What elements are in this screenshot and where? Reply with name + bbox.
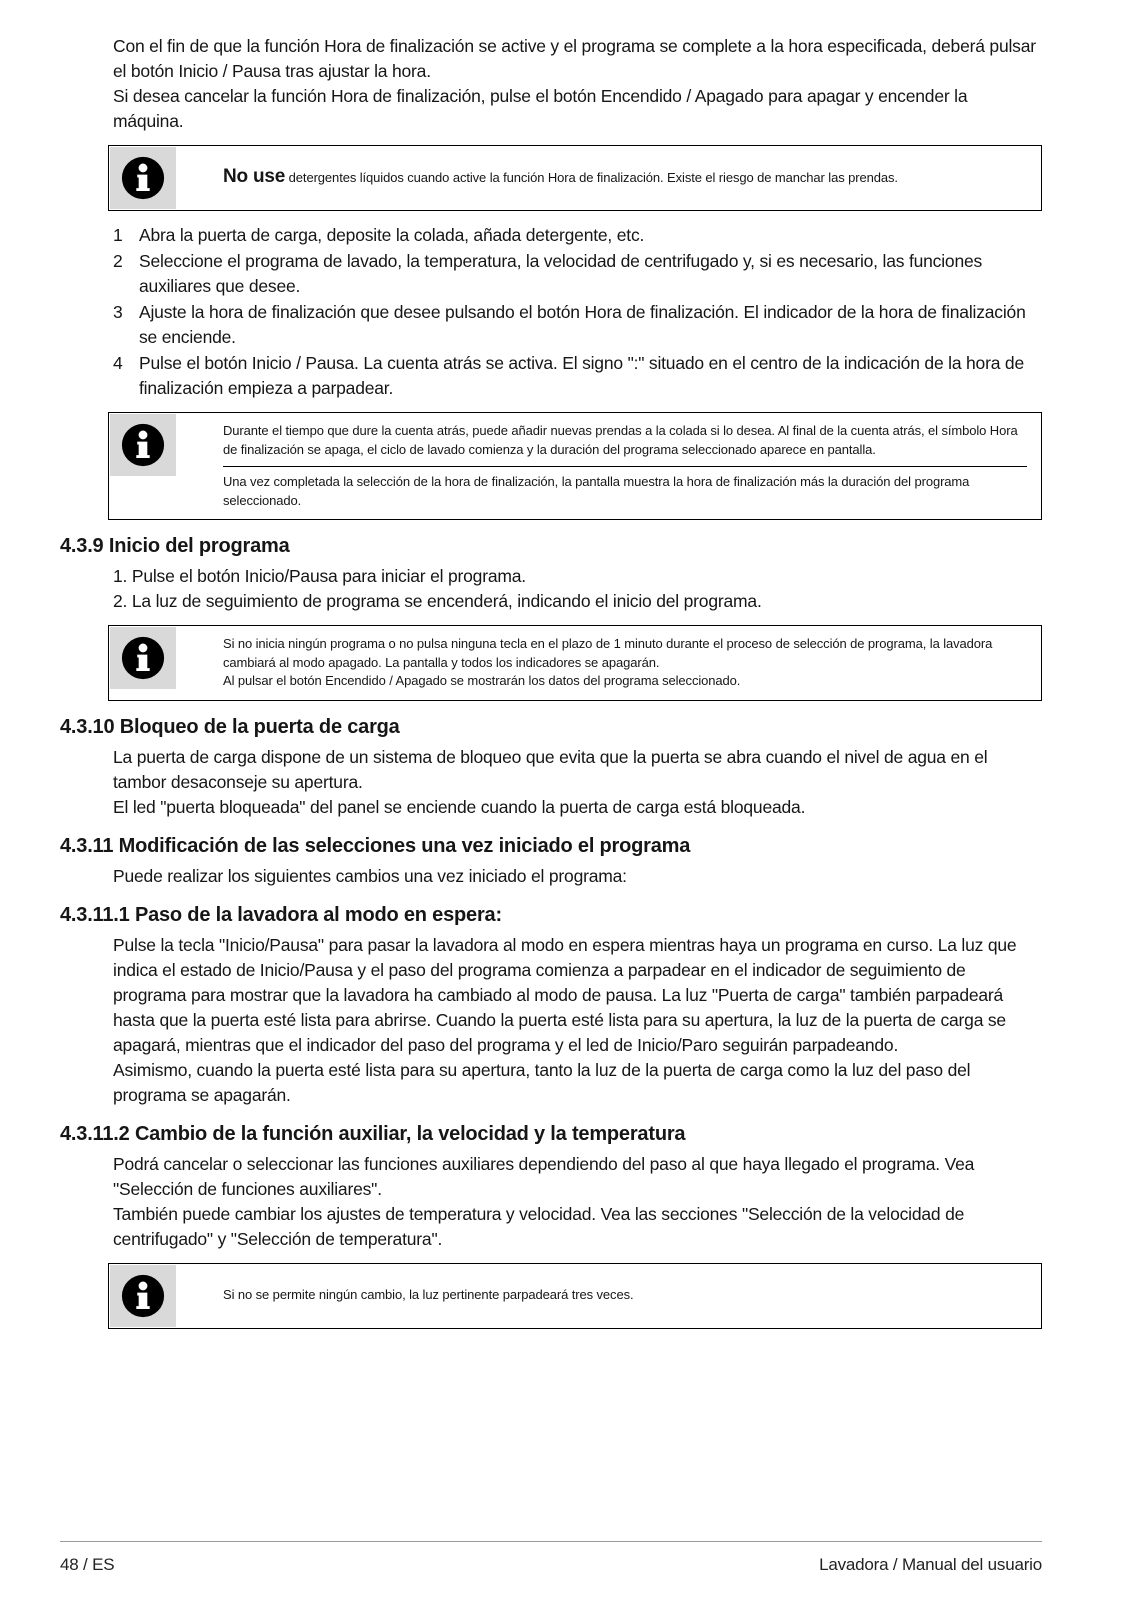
page-content — [60, 34, 1042, 1341]
numbered-steps — [113, 223, 1042, 401]
info-icon — [110, 414, 176, 476]
step-number: 3 — [113, 302, 123, 322]
note-icon-cell — [109, 413, 189, 519]
note-icon-cell — [109, 626, 189, 700]
intro-paragraph-2: Si desea cancelar la función Hora de finalización, pulse el botón Encendido / Apagado para apagar y encender la máquina. — [113, 86, 968, 131]
step-text: Pulse el botón Inicio / Pausa. La cuenta atrás se activa. El signo ":" situado en el centro de la indicación de la hora de finalización empieza a parpadear. — [139, 353, 1024, 398]
step-item — [113, 300, 1042, 350]
section-title-4-3-11-2: 4.3.11.2 Cambio de la función auxiliar, la velocidad y la temperatura — [60, 1122, 686, 1145]
note-paragraph: Si no inicia ningún programa o no pulsa ninguna tecla en el plazo de 1 minuto durante el proceso de selección de programa, la lavadora cambiará al modo apagado. La pantalla y todos los indicadores se apagarán. — [223, 636, 993, 670]
info-icon-glyph — [120, 422, 166, 468]
page-footer — [60, 1541, 1042, 1575]
note-box-timeout — [108, 625, 1042, 701]
note-paragraph — [223, 168, 1027, 188]
note-icon-cell — [109, 146, 189, 210]
step-number: 4 — [113, 353, 123, 373]
step-item — [113, 249, 1042, 299]
note-text-area — [189, 626, 1041, 700]
step-number: 2 — [113, 251, 123, 271]
list-item: 1. Pulse el botón Inicio/Pausa para iniciar el programa. — [113, 566, 526, 586]
note-paragraph: Durante el tiempo que dure la cuenta atrás, puede añadir nuevas prendas a la colada si lo desea. Al final de la cuenta atrás, el símbolo Hora de finalización se apaga, el ciclo de lavado comienza y la duración del programa seleccionado aparece en pantalla. — [223, 423, 1018, 457]
intro-paragraph-1: Con el fin de que la función Hora de finalización se active y el programa se complete a la hora especificada, deberá pulsar el botón Inicio / Pausa tras ajustar la hora. — [113, 36, 1036, 81]
note-box-no-change — [108, 1263, 1042, 1329]
note-paragraph: Si no se permite ningún cambio, la luz pertinente parpadeará tres veces. — [223, 1287, 634, 1303]
note-text-area — [189, 1264, 1041, 1328]
note-text-area — [189, 413, 1041, 519]
section-title-4-3-11-1: 4.3.11.1 Paso de la lavadora al modo en espera: — [60, 903, 502, 926]
info-icon-glyph — [120, 155, 166, 201]
section-title-4-3-11: 4.3.11 Modificación de las selecciones una vez iniciado el programa — [60, 834, 691, 857]
note-box-no-use — [108, 145, 1042, 211]
info-icon — [110, 1265, 176, 1327]
info-icon-glyph — [120, 1273, 166, 1319]
section-title-4-3-10: 4.3.10 Bloqueo de la puerta de carga — [60, 715, 400, 738]
step-text: Ajuste la hora de finalización que desee pulsando el botón Hora de finalización. El indicador de la hora de finalización se enciende. — [139, 302, 1026, 347]
section-paragraph: Pulse la tecla "Inicio/Pausa" para pasar la lavadora al modo en espera mientras haya un programa en curso. La luz que indica el estado de Inicio/Pausa y el paso del programa comienza a parpadear en el indicador de seguimiento de programa para mostrar que la lavadora ha cambiado al modo de pausa. La luz "Puerta de carga" también parpadeará hasta que la puerta esté lista para abrirse. Cuando la puerta esté lista para su apertura, la luz de la puerta de carga se apagará, mientras que el indicador del paso del programa y el led de Inicio/Paro seguirán parpadeando. — [113, 934, 1017, 1055]
note-icon-cell — [109, 1264, 189, 1328]
section-paragraph: También puede cambiar los ajustes de temperatura y velocidad. Vea las secciones "Selección de la velocidad de centrifugado" y "Selección de temperatura". — [113, 1203, 965, 1249]
section-paragraph: Podrá cancelar o seleccionar las funciones auxiliares dependiendo del paso al que haya llegado el programa. Vea "Selección de funciones auxiliares". — [113, 1153, 975, 1199]
note-paragraph-text: detergentes líquidos cuando active la función Hora de finalización. Existe el riesgo de manchar las prendas. — [285, 170, 898, 186]
note-box-countdown — [108, 412, 1042, 520]
step-item — [113, 351, 1042, 401]
note-emphasis: No use — [223, 166, 286, 188]
info-icon — [110, 147, 176, 209]
step-number: 1 — [113, 225, 123, 245]
note-paragraph: Al pulsar el botón Encendido / Apagado se mostrarán los datos del programa seleccionado. — [223, 673, 741, 688]
section-paragraph: La puerta de carga dispone de un sistema de bloqueo que evita que la puerta se abra cuando el nivel de agua en el tambor desaconseje su apertura. — [113, 746, 988, 792]
info-icon — [110, 627, 176, 689]
footer-document-title: Lavadora / Manual del usuario — [819, 1555, 1042, 1574]
section-title-4-3-9: 4.3.9 Inicio del programa — [60, 535, 290, 557]
step-item — [113, 223, 1042, 248]
note-paragraph: Una vez completada la selección de la hora de finalización, la pantalla muestra la hora de finalización más la duración del programa seleccionado. — [223, 466, 1027, 510]
footer-page-number: 48 / ES — [60, 1555, 115, 1574]
list-item: 2. La luz de seguimiento de programa se encenderá, indicando el inicio del programa. — [113, 591, 762, 611]
step-text: Seleccione el programa de lavado, la temperatura, la velocidad de centrifugado y, si es necesario, las funciones auxiliares que desee. — [139, 251, 983, 296]
section-paragraph: Puede realizar los siguientes cambios una vez iniciado el programa: — [113, 865, 627, 886]
info-icon-glyph — [120, 635, 166, 681]
section-paragraph: Asimismo, cuando la puerta esté lista para su apertura, tanto la luz de la puerta de carga como la luz del paso del programa se apagarán. — [113, 1059, 971, 1105]
note-text-area — [189, 146, 1041, 210]
step-text: Abra la puerta de carga, deposite la colada, añada detergente, etc. — [139, 225, 645, 245]
section-paragraph: El led "puerta bloqueada" del panel se enciende cuando la puerta de carga está bloqueada. — [113, 796, 806, 817]
